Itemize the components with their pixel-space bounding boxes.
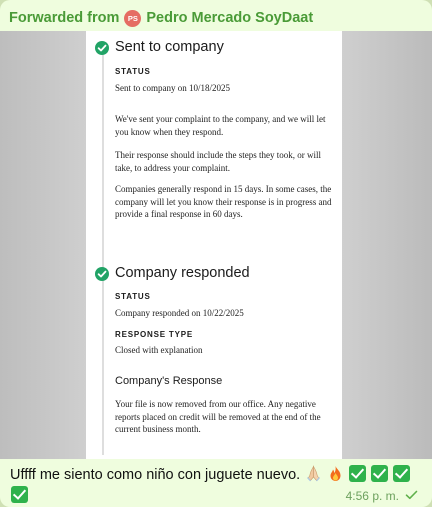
response-type-label: RESPONSE TYPE: [115, 330, 193, 339]
company-response-heading: Company's Response: [115, 375, 223, 387]
message-caption: Uffff me siento como niño con juguete nuevo.: [10, 467, 301, 483]
complaint-timeline-page: [86, 31, 342, 459]
check-circle-icon: [95, 41, 109, 55]
paragraph-sent-1: We've sent your complaint to the company, and we will let you know when they respond.: [115, 114, 326, 137]
message-time: 4:56 p. m.: [345, 489, 399, 503]
check-mark-icon: [393, 465, 410, 482]
step-title-responded: Company responded: [115, 265, 250, 281]
check-mark-icon: [11, 486, 28, 503]
paragraph-sent-2: Their response should include the steps they took, or will take, to address your complaint.: [115, 150, 321, 173]
forwarded-sender-name[interactable]: Pedro Mercado SoyDaat: [146, 10, 314, 26]
status-value: Sent to company on 10/18/2025: [115, 83, 230, 93]
read-check-icon: [405, 489, 418, 503]
company-response-text: Your file is now removed from our office. Any negative reports placed on credit will be removed at the end of the current business month.: [115, 399, 321, 434]
check-circle-icon: [95, 267, 109, 281]
check-mark-icon: [371, 465, 388, 482]
timeline-line: [102, 55, 104, 455]
screenshot-left-margin: [0, 31, 86, 459]
fire-icon: [327, 465, 344, 482]
status-value: Company responded on 10/22/2025: [115, 308, 244, 318]
status-label: STATUS: [115, 67, 151, 76]
message-meta: [346, 489, 418, 503]
sender-avatar[interactable]: PS: [124, 10, 141, 27]
response-type-value: Closed with explanation: [115, 345, 203, 355]
folded-hands-icon: [305, 465, 322, 482]
forwarded-prefix: Forwarded from: [9, 10, 120, 26]
check-mark-icon: [349, 465, 366, 482]
attached-screenshot[interactable]: [0, 31, 432, 459]
screenshot-right-margin: [342, 31, 432, 459]
step-title-sent: Sent to company: [115, 39, 224, 55]
status-label: STATUS: [115, 292, 151, 301]
paragraph-sent-3: Companies generally respond in 15 days. In some cases, the company will let you know their response is in progress and provide a final response in 60 days.: [115, 184, 332, 219]
forwarded-header[interactable]: [9, 7, 313, 29]
